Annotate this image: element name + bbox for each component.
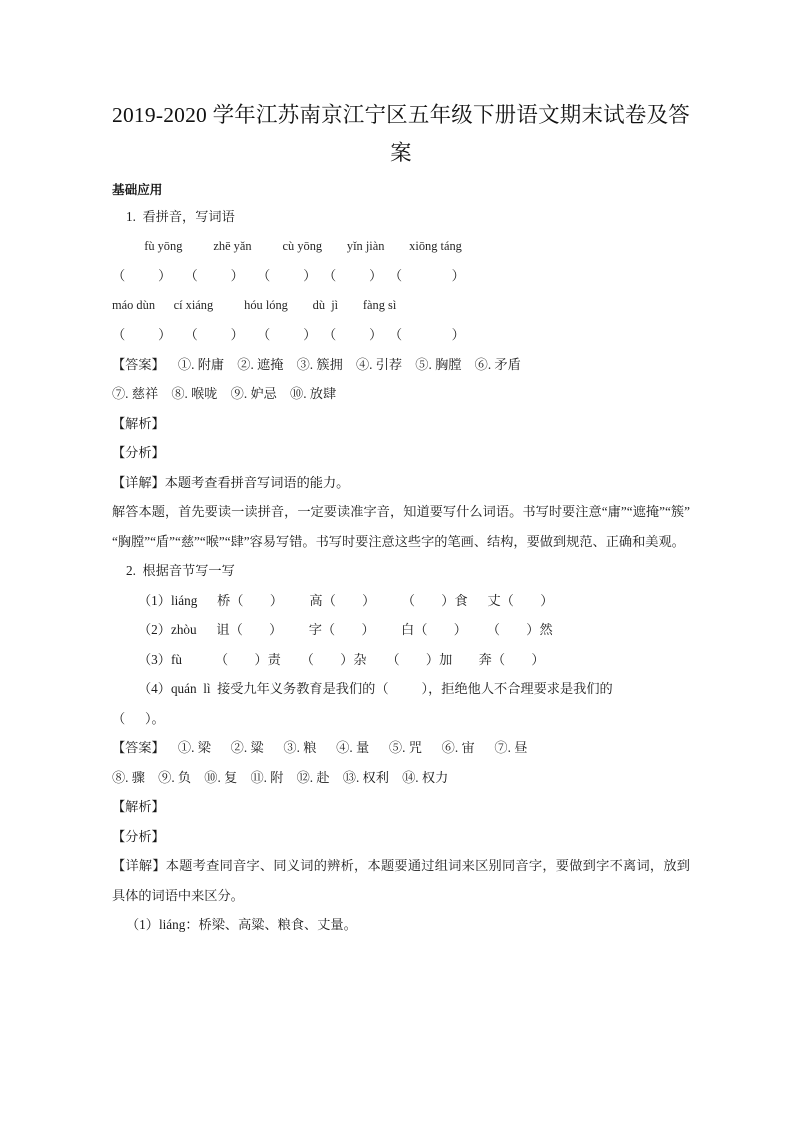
question-2-jiexi-label: 【解析】 xyxy=(112,799,165,814)
question-2-detail-line-1: （1）liáng：桥梁、高粱、粮食、丈量。 xyxy=(126,917,357,932)
question-1-answer-row-1: 【答案】 ①. 附庸 ②. 遮掩 ③. 簇拥 ④. 引荐 ⑤. 胸膛 ⑥. 矛盾 xyxy=(112,356,521,372)
question-2-fenxi-label: 【分析】 xyxy=(112,828,165,844)
question-2-sub-1[interactable]: （1）liáng 桥（ ） 高（ ） （ ）食 丈（ ） xyxy=(138,592,554,608)
question-1-xiangjie-line: 【详解】本题考查看拼音写词语的能力。 xyxy=(112,474,350,490)
page-title: 2019-2020 学年江苏南京江宁区五年级下册语文期末试卷及答案 xyxy=(112,103,690,165)
question-1-answer-blanks-row-1[interactable]: （ ） （ ） （ ） （ ） （ ） xyxy=(112,268,465,283)
question-1-prompt: 1. 看拼音，写词语 xyxy=(126,209,235,224)
question-1-answer-row-2: ⑦. 慈祥 ⑧. 喉咙 ⑨. 妒忌 ⑩. 放肆 xyxy=(112,386,337,401)
question-1-pinyin-row-1: fù yōng zhē yǎn cù yōng yǐn jiàn xiōng táng xyxy=(138,238,462,253)
question-1-fenxi-label: 【分析】 xyxy=(112,445,165,460)
question-2-sub-4-continuation[interactable]: （ ）。 xyxy=(112,710,165,726)
question-1-jiexi-label: 【解析】 xyxy=(112,415,165,431)
question-1-pinyin-row-2: máo dùn cí xiáng hóu lóng dù jì fàng sì xyxy=(112,297,397,312)
question-2-xiangjie: 【详解】本题考查同音字、同义词的辨析，本题要通过组词来区别同音字，要做到字不离词，放到具体的词语中来区分。 xyxy=(112,858,690,903)
question-2-answer-row-2: ⑧. 骤 ⑨. 负 ⑩. 复 ⑪. 附 ⑫. 赴 ⑬. 权利 ⑭. 权力 xyxy=(112,769,449,785)
question-2-sub-2[interactable]: （2）zhòu 诅（ ） 字（ ） 白（ ） （ ）然 xyxy=(138,622,553,637)
question-1-answer-blanks-row-2[interactable]: （ ） （ ） （ ） （ ） （ ） xyxy=(112,327,465,342)
question-2-sub-3[interactable]: （3）fù （ ）责 （ ）杂 （ ）加 奔（ ） xyxy=(138,651,545,667)
question-2-prompt: 2. 根据音节写一写 xyxy=(126,563,235,578)
question-2-answer-row-1: 【答案】 ①. 梁 ②. 粱 ③. 粮 ④. 量 ⑤. 咒 ⑥. 宙 ⑦. 昼 xyxy=(112,740,528,755)
question-2-sub-4[interactable]: （4）quán lì 接受九年义务教育是我们的（ ），拒绝他人不合理要求是我们的 xyxy=(138,681,613,696)
question-1-explanation: 解答本题，首先要读一读拼音，一定要读准字音，知道要写什么词语。书写时要注意“庸”“遮掩”“簇”“胸膛”“盾”“慈”“喉”“肆”容易写错。书写时要注意这些字的笔画、结构，要做到规范、正确和美观。 xyxy=(112,504,690,549)
section-heading-basics: 基础应用 xyxy=(112,183,163,197)
document-content xyxy=(112,96,690,940)
